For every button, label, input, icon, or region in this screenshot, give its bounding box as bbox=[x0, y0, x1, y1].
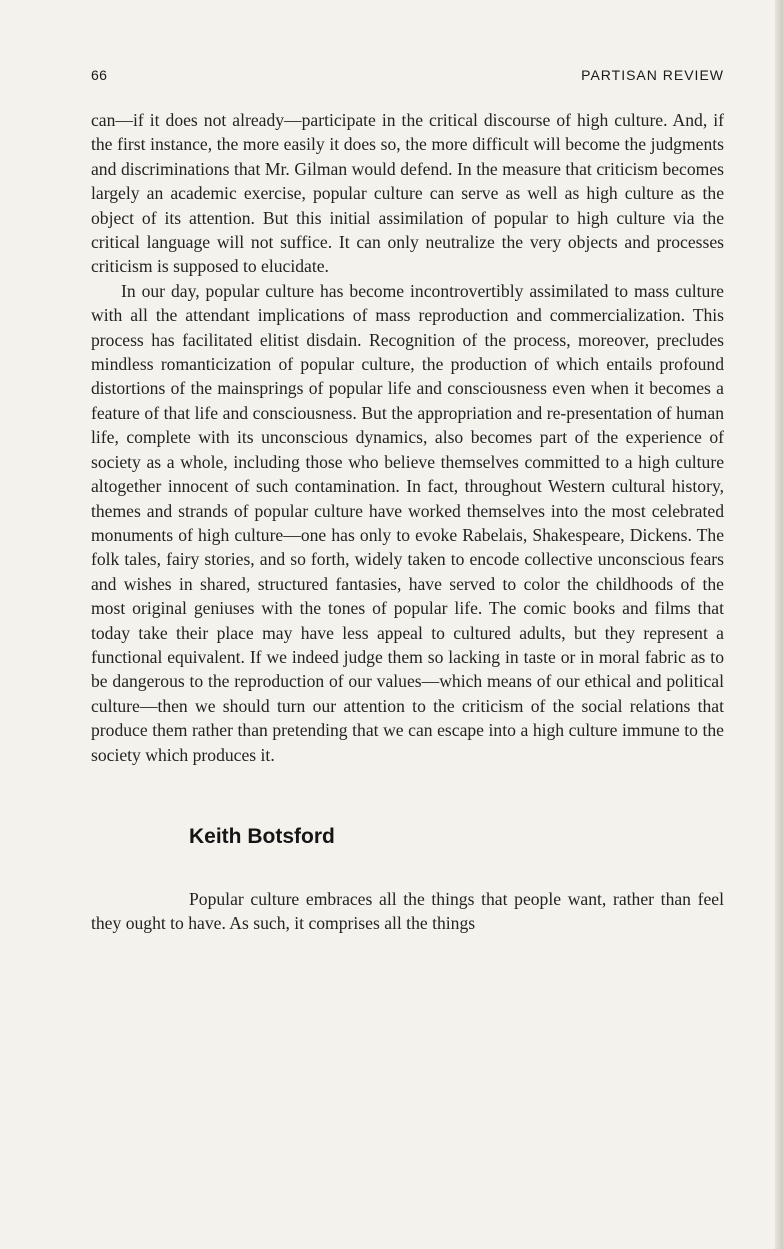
running-head bbox=[91, 67, 724, 85]
paragraph: Popular culture embraces all the things that people want, rather than feel they ought to have. As such, it comprises all the things bbox=[91, 889, 724, 934]
paragraph: In our day, popular culture has become incontrovertibly assimilated to mass culture with all the attendant implications of mass reproduction and commercialization. This process has facilitated elitist disdain. Recognition of the process, moreover, precludes mindless romanticization of popular culture, the production of which entails profound distortions of the mainsprings of popular life and consciousness even when it becomes a feature of that life and consciousness. But the appropriation and re-presentation of human life, complete with its unconscious dynamics, also becomes part of the experience of society as a whole, including those who believe themselves committed to a high culture altogether innocent of such contamination. In fact, throughout Western cultural history, themes and strands of popular culture have worked themselves into the most celebrated monuments of high culture—one has only to evoke Rabelais, Shakespeare, Dickens. The folk tales, fairy stories, and so forth, widely taken to encode collective unconscious fears and wishes in shared, structured fantasies, have served to color the childhoods of the most original geniuses with the tones of popular life. The comic books and films that today take their place may have less appeal to cultured adults, but they represent a functional equivalent. If we indeed judge them so lacking in taste or in moral fabric as to be dangerous to the reproduction of our values—which means of our ethical and political culture—then we should turn our attention to the criticism of the social relations that produce them rather than pretending that we can escape into a high culture immune to the society which produces it. bbox=[91, 280, 724, 765]
journal-title: PARTISAN REVIEW bbox=[581, 67, 724, 83]
article-body bbox=[91, 108, 724, 767]
page-edge-shadow bbox=[775, 0, 783, 1249]
contributor-heading: Keith Botsford bbox=[189, 825, 335, 848]
page-number: 66 bbox=[91, 67, 108, 83]
contributor-body bbox=[91, 887, 724, 936]
paragraph-continuation: can—if it does not already—participate in the critical discourse of high culture. And, if the first instance, the more easily it does so, the more difficult will become the judgments and discriminations that Mr. Gilman would defend. In the measure that criticism becomes largely an academic exercise, popular culture can serve as well as high culture as the object of its attention. But this initial assimilation of popular to high culture via the critical language will not suffice. It can only neutralize the very objects and processes criticism is supposed to elucidate. bbox=[91, 110, 724, 277]
